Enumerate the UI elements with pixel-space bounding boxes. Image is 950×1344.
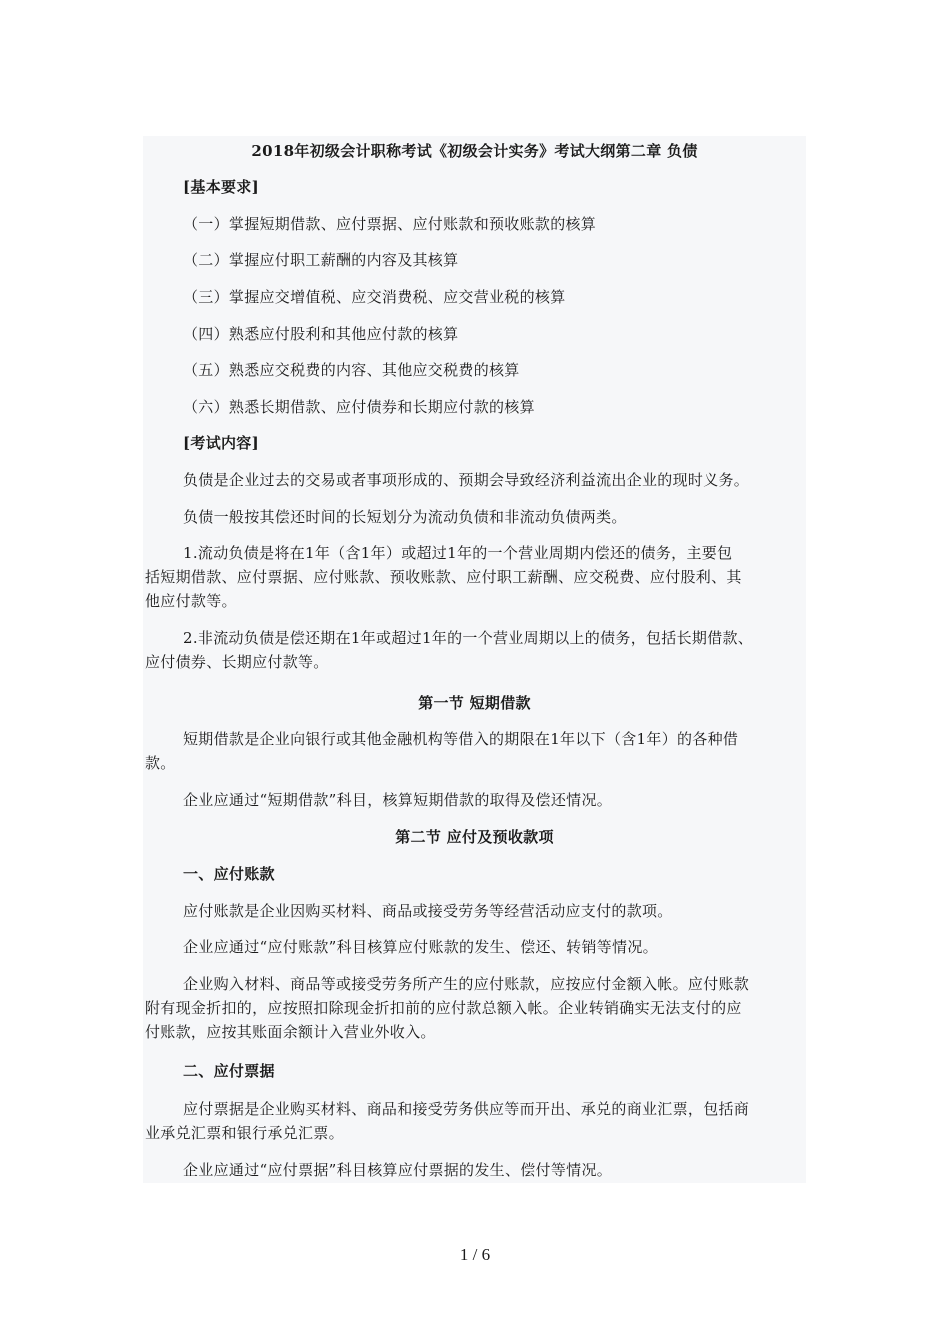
paragraph-line: 他应付款等。 [145, 592, 237, 610]
paragraph-line: 企业购入材料、商品等或接受劳务所产生的应付账款，应按应付金额入帐。应付账款 [183, 975, 750, 993]
paragraph-line: 业承兑汇票和银行承兑汇票。 [145, 1124, 344, 1142]
requirement-item: （六）熟悉长期借款、应付债券和长期应付款的核算 [183, 398, 535, 416]
paragraph-line: 应付账款是企业因购买材料、商品或接受劳务等经营活动应支付的款项。 [183, 902, 673, 920]
document-page-content [143, 136, 806, 1183]
requirement-item: （三）掌握应交增值税、应交消费税、应交营业税的核算 [183, 288, 566, 306]
requirement-item: （二）掌握应付职工薪酬的内容及其核算 [183, 251, 459, 269]
paragraph-line: 应付票据是企业购买材料、商品和接受劳务供应等而开出、承兑的商业汇票，包括商 [183, 1100, 750, 1118]
paragraph-line: 款。 [145, 754, 176, 772]
paragraph-line: 附有现金折扣的，应按照扣除现金折扣前的应付款总额入帐。企业转销确实无法支付的应 [145, 999, 742, 1017]
exam-content-heading: [考试内容] [183, 434, 259, 452]
section-heading: 第一节 短期借款 [418, 694, 531, 712]
requirement-item: （五）熟悉应交税费的内容、其他应交税费的核算 [183, 361, 520, 379]
requirement-item: （四）熟悉应付股利和其他应付款的核算 [183, 325, 459, 343]
document-title: 2018年初级会计职称考试《初级会计实务》考试大纲第二章 负债 [251, 142, 698, 160]
paragraph-line: 短期借款是企业向银行或其他金融机构等借入的期限在1年以下（含1年）的各种借 [183, 730, 739, 748]
paragraph-line: 1.流动负债是将在1年（含1年）或超过1年的一个营业周期内偿还的债务，主要包 [183, 544, 733, 562]
paragraph-line: 括短期借款、应付票据、应付账款、预收账款、应付职工薪酬、应交税费、应付股利、其 [145, 568, 742, 586]
subsection-heading: 一、应付账款 [183, 865, 275, 883]
paragraph-line: 负债是企业过去的交易或者事项形成的、预期会导致经济利益流出企业的现时义务。 [183, 471, 750, 489]
paragraph-line: 付账款，应按其账面余额计入营业外收入。 [145, 1023, 436, 1041]
page-number: 1 / 6 [459, 1245, 491, 1264]
paragraph-line: 2.非流动负债是偿还期在1年或超过1年的一个营业周期以上的债务，包括长期借款、 [183, 629, 754, 647]
paragraph-line: 企业应通过“应付账款”科目核算应付账款的发生、偿还、转销等情况。 [183, 938, 658, 956]
paragraph-line: 负债一般按其偿还时间的长短划分为流动负债和非流动负债两类。 [183, 508, 627, 526]
requirement-item: （一）掌握短期借款、应付票据、应付账款和预收账款的核算 [183, 215, 597, 233]
paragraph-line: 企业应通过“短期借款”科目，核算短期借款的取得及偿还情况。 [183, 791, 613, 809]
basic-requirements-heading: [基本要求] [183, 178, 259, 196]
section-heading: 第二节 应付及预收款项 [395, 828, 554, 846]
subsection-heading: 二、应付票据 [183, 1062, 275, 1080]
paragraph-line: 企业应通过“应付票据”科目核算应付票据的发生、偿付等情况。 [183, 1161, 613, 1179]
paragraph-line: 应付债券、长期应付款等。 [145, 653, 329, 671]
